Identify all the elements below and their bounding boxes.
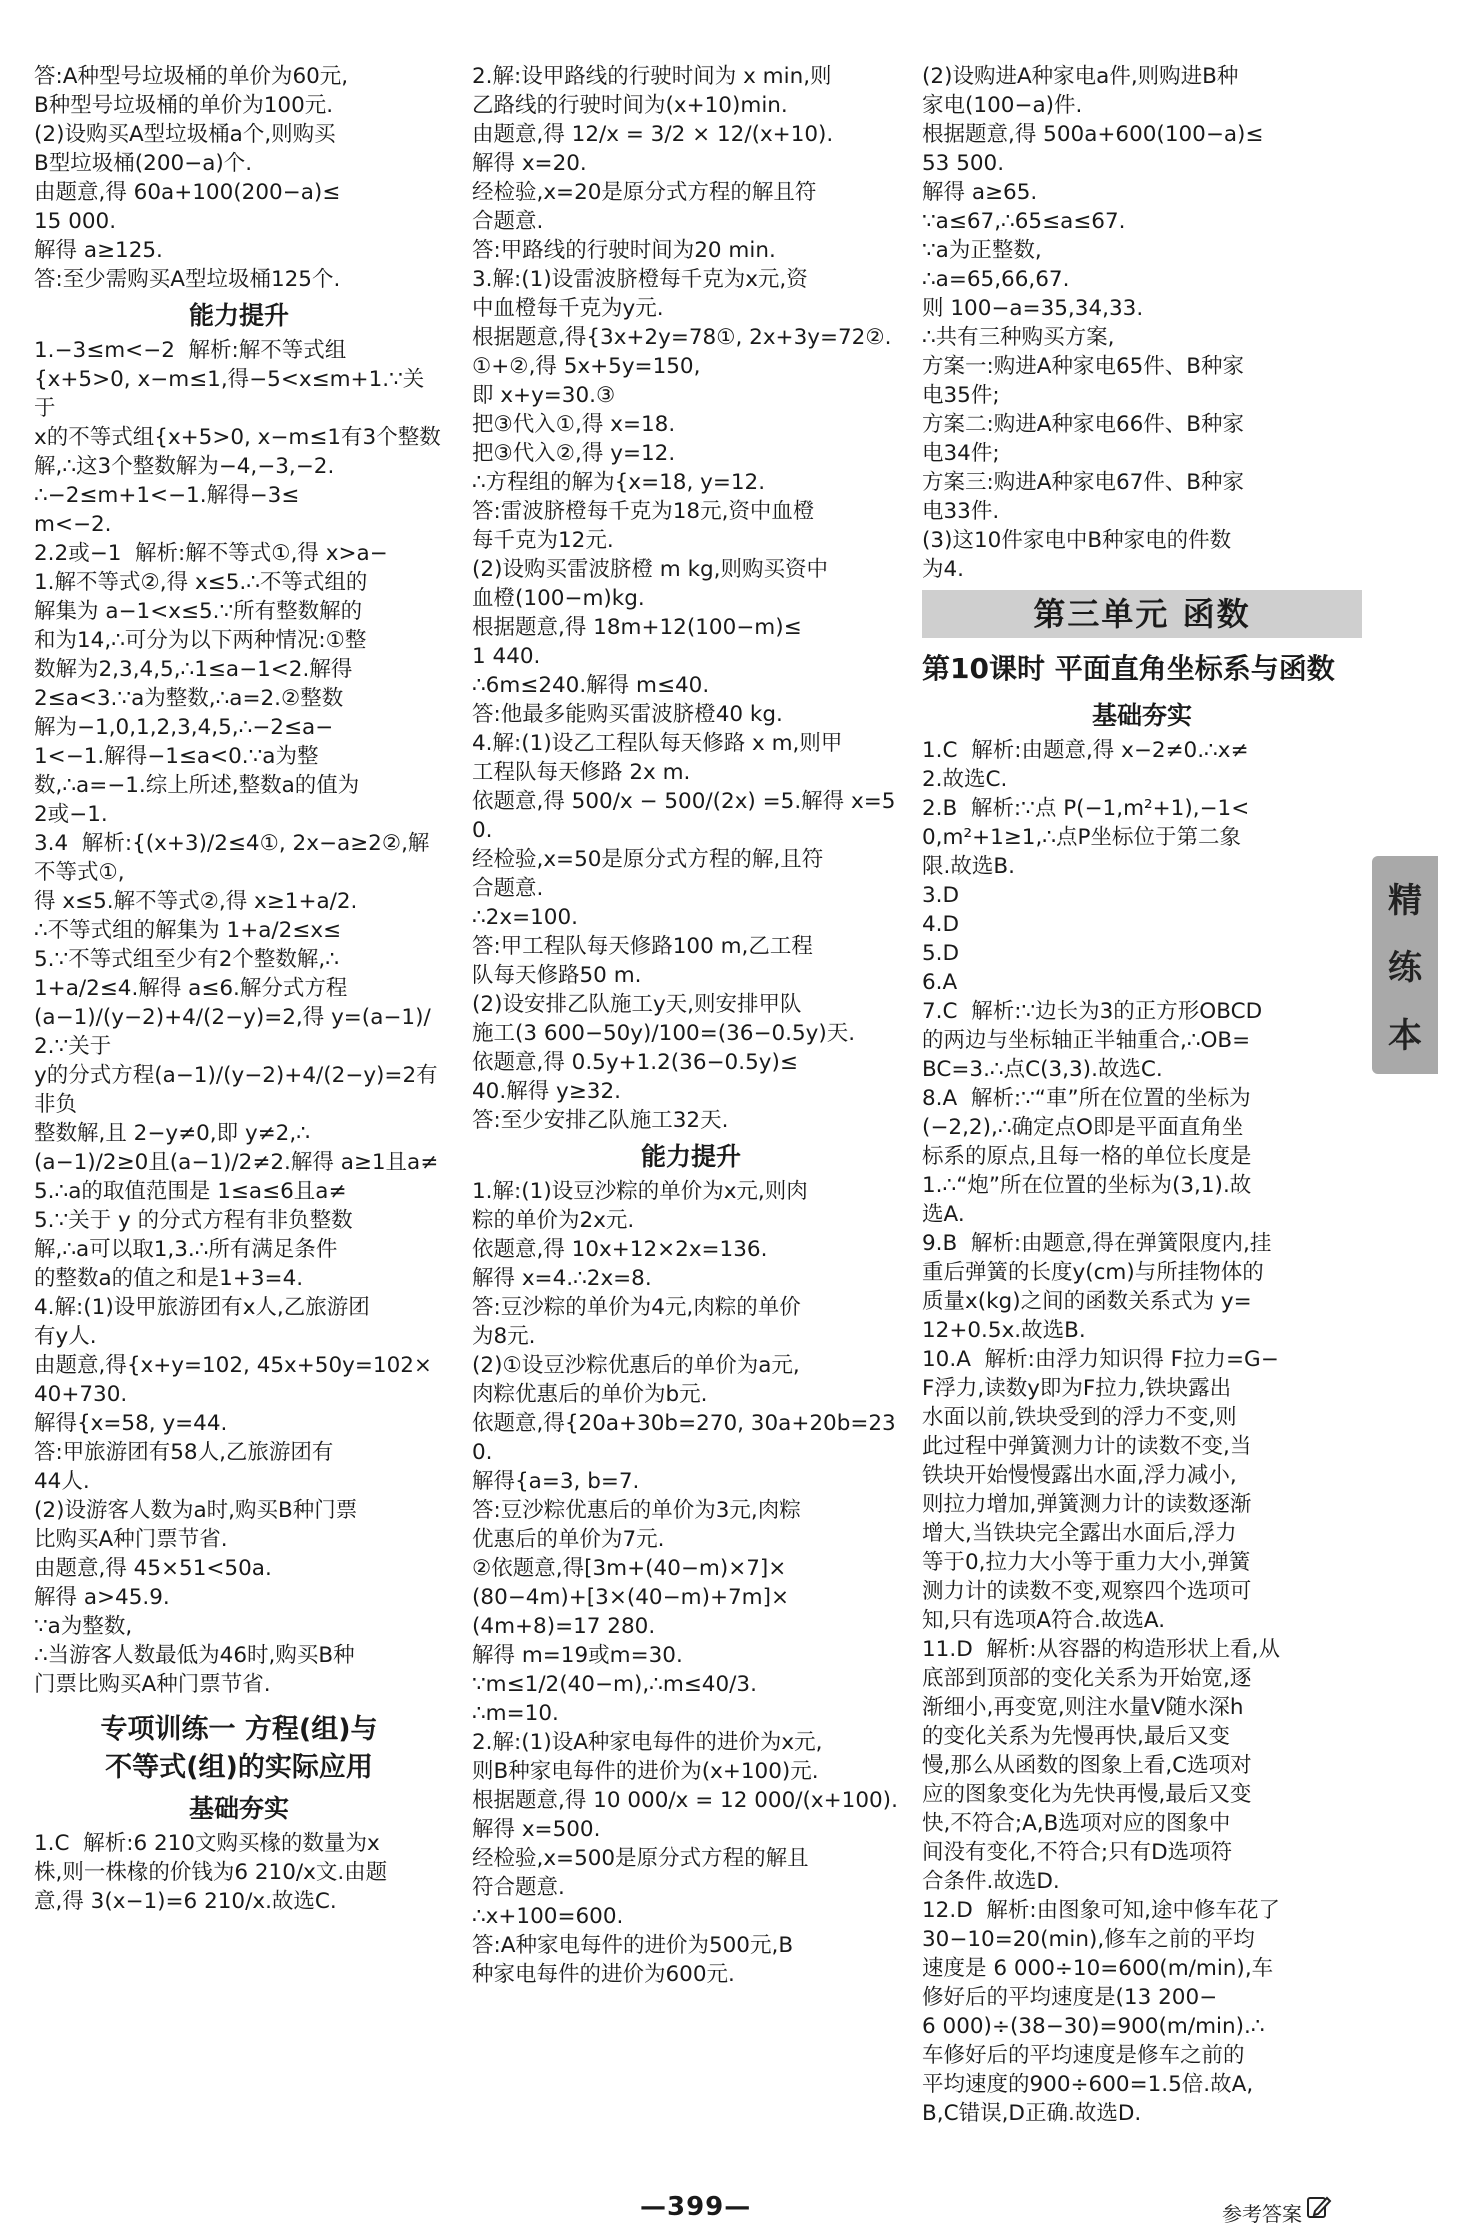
- special-training-title-line1: 专项训练一 方程(组)与: [100, 1714, 378, 1745]
- text-line: 1.解不等式②,得 x≤5.∴不等式组的: [34, 570, 368, 595]
- text-line: 4.解:(1)设乙工程队每天修路 x m,则甲: [472, 731, 843, 756]
- text-line: 重后弹簧的长度y(cm)与所挂物体的: [922, 1260, 1264, 1285]
- text-line: 经检验,x=20是原分式方程的解且符: [472, 180, 817, 205]
- text-line: 水面以前,铁块受到的浮力不变,则: [922, 1405, 1237, 1430]
- text-line: 答:豆沙粽优惠后的单价为3元,肉粽: [472, 1498, 801, 1523]
- text-line: ∴2x=100.: [472, 905, 578, 930]
- text-line: 血橙(100−m)kg.: [472, 586, 645, 611]
- text-line: 2.B 解析:∵点 P(−1,m²+1),−1<: [922, 796, 1250, 821]
- text-line: 根据题意,得 18m+12(100−m)≤: [472, 615, 802, 640]
- text-line: 6.A: [922, 970, 958, 995]
- text-line: 44人.: [34, 1469, 90, 1494]
- text-line: ∴共有三种购买方案,: [922, 325, 1115, 350]
- text-line: 答:A种型号垃圾桶的单价为60元,: [34, 64, 349, 89]
- text-line: ∵a为整数,: [34, 1614, 133, 1639]
- text-line: 经检验,x=500是原分式方程的解且: [472, 1846, 809, 1871]
- text-line: 的两边与坐标轴正半轴重合,∴OB=: [922, 1028, 1251, 1053]
- text-line: 施工(3 600−50y)/100=(36−0.5y)天.: [472, 1021, 856, 1046]
- text-line: ∴当游客人数最低为46时,购买B种: [34, 1643, 355, 1668]
- text-line: 解集为 a−1<x≤5.∵所有整数解的: [34, 599, 363, 624]
- text-line: 3.4 解析:{(x+3)/2≤4①, 2x−a≥2②,解不等式①,: [34, 831, 430, 885]
- text-line: B型垃圾桶(200−a)个.: [34, 151, 253, 176]
- text-line: (−2,2),∴确定点O即是平面直角坐: [922, 1115, 1244, 1140]
- text-line: 车修好后的平均速度是修车之前的: [922, 2043, 1245, 2068]
- text-line: 解得 a≥65.: [922, 180, 1038, 205]
- text-line: 每千克为12元.: [472, 528, 614, 553]
- side-tab: [1372, 856, 1438, 1074]
- side-tab-char: 练: [1388, 948, 1422, 989]
- text-line: ∴m=10.: [472, 1701, 559, 1726]
- text-line: 根据题意,得{3x+2y=78①, 2x+3y=72②.: [472, 325, 892, 350]
- text-line: 10.A 解析:由浮力知识得 F拉力=G−: [922, 1347, 1279, 1372]
- text-line: 2≤a<3.∵a为整数,∴a=2.②整数: [34, 686, 344, 711]
- text-line: (2)①设豆沙粽优惠后的单价为a元,: [472, 1353, 800, 1378]
- text-line: 选A.: [922, 1202, 965, 1227]
- text-line: 为8元.: [472, 1324, 536, 1349]
- text-line: 粽的单价为2x元.: [472, 1208, 635, 1233]
- text-line: 依题意,得 0.5y+1.2(36−0.5y)≤: [472, 1050, 798, 1075]
- text-line: 11.D 解析:从容器的构造形状上看,从: [922, 1637, 1280, 1662]
- text-line: 依题意,得 500/x − 500/(2x) =5.解得 x=50.: [472, 789, 896, 843]
- text-line: 速度是 6 000÷10=600(m/min),车: [922, 1956, 1274, 1981]
- answer-column-left: [34, 62, 444, 1916]
- unit-banner: 第三单元 函数: [922, 590, 1362, 638]
- text-line: 限.故选B.: [922, 854, 1015, 879]
- text-line: 则拉力增加,弹簧测力计的读数逐渐: [922, 1492, 1252, 1517]
- section-heading: 能力提升: [188, 301, 289, 330]
- text-line: 答:至少安排乙队施工32天.: [472, 1108, 729, 1133]
- section-heading: 基础夯实: [1091, 701, 1192, 730]
- text-line: B种型号垃圾桶的单价为100元.: [34, 93, 334, 118]
- text-line: 慢,那么从函数的图象上看,C选项对: [922, 1753, 1252, 1778]
- text-line: 2或−1.: [34, 802, 108, 827]
- text-line: 合题意.: [472, 876, 544, 901]
- text-line: 中血橙每千克为y元.: [472, 296, 664, 321]
- text-line: 合题意.: [472, 209, 544, 234]
- text-line: 把③代入②,得 y=12.: [472, 441, 676, 466]
- text-line: 答:他最多能购买雷波脐橙40 kg.: [472, 702, 783, 727]
- side-tab-char: 本: [1388, 1015, 1422, 1056]
- text-line: 1 440.: [472, 644, 541, 669]
- text-line: 解得 x=500.: [472, 1817, 601, 1842]
- text-line: ∴不等式组的解集为 1+a/2≤x≤: [34, 918, 342, 943]
- answer-column-right: [922, 62, 1362, 2128]
- text-line: ∴方程组的解为{x=18, y=12.: [472, 470, 766, 495]
- text-line: 1.C 解析:由题意,得 x−2≠0.∴x≠: [922, 738, 1249, 763]
- text-line: 意,得 3(x−1)=6 210/x.故选C.: [34, 1889, 337, 1914]
- text-line: 答:雷波脐橙每千克为18元,资中血橙: [472, 499, 815, 524]
- special-training-title-line2: 不等式(组)的实际应用: [105, 1752, 373, 1783]
- text-line: 答:A种家电每件的进价为500元,B: [472, 1933, 794, 1958]
- text-line: x的不等式组{x+5>0, x−m≤1有3个整数: [34, 425, 441, 450]
- text-line: 家电(100−a)件.: [922, 93, 1083, 118]
- text-line: 0,m²+1≥1,∴点P坐标位于第二象: [922, 825, 1241, 850]
- text-line: 解得 x=20.: [472, 151, 587, 176]
- text-line: 铁块开始慢慢露出水面,浮力减小,: [922, 1463, 1237, 1488]
- text-line: 把③代入①,得 x=18.: [472, 412, 676, 437]
- text-line: ①+②,得 5x+5y=150,: [472, 354, 701, 379]
- text-line: 整数解,且 2−y≠0,即 y≠2,∴: [34, 1121, 310, 1146]
- text-line: (2)设安排乙队施工y天,则安排甲队: [472, 992, 802, 1017]
- text-line: 此过程中弹簧测力计的读数不变,当: [922, 1434, 1252, 1459]
- text-line: 种家电每件的进价为600元.: [472, 1962, 735, 1987]
- text-line: ∴a=65,66,67.: [922, 267, 1070, 292]
- text-line: 和为14,∴可分为以下两种情况:①整: [34, 628, 367, 653]
- text-line: 符合题意.: [472, 1875, 565, 1900]
- text-line: 门票比购买A种门票节省.: [34, 1672, 271, 1697]
- text-line: (2)设购买雷波脐橙 m kg,则购买资中: [472, 557, 829, 582]
- text-line: ∵a为正整数,: [922, 238, 1042, 263]
- text-line: 3.D: [922, 883, 960, 908]
- text-line: (a−1)/2≥0且(a−1)/2≠2.解得 a≥1且a≠: [34, 1150, 439, 1175]
- text-line: 1<−1.解得−1≤a<0.∵a为整: [34, 744, 319, 769]
- text-line: 12.D 解析:由图象可知,途中修车花了: [922, 1898, 1280, 1923]
- text-line: 答:豆沙粽的单价为4元,肉粽的单价: [472, 1295, 801, 1320]
- text-line: ∴6m≤240.解得 m≤40.: [472, 673, 710, 698]
- footer-label: 参考答案: [1222, 2202, 1302, 2226]
- text-line: 答:至少需购买A型垃圾桶125个.: [34, 267, 341, 292]
- text-line: 解得{x=58, y=44.: [34, 1411, 228, 1436]
- text-line: 修好后的平均速度是(13 200−: [922, 1985, 1218, 2010]
- text-line: 15 000.: [34, 209, 117, 234]
- text-line: 2.解:设甲路线的行驶时间为 x min,则: [472, 64, 832, 89]
- text-line: 根据题意,得 10 000/x = 12 000/(x+100).: [472, 1788, 898, 1813]
- text-line: 由题意,得 45×51<50a.: [34, 1556, 272, 1581]
- text-line: 方案三:购进A种家电67件、B种家: [922, 470, 1245, 495]
- text-line: 测力计的读数不变,观察四个选项可: [922, 1579, 1252, 1604]
- text-line: 平均速度的900÷600=1.5倍.故A,: [922, 2072, 1254, 2097]
- text-line: (2)设游客人数为a时,购买B种门票: [34, 1498, 358, 1523]
- answer-column-middle: [472, 62, 910, 1989]
- text-line: 解得 a>45.9.: [34, 1585, 170, 1610]
- text-line: 9.B 解析:由题意,得在弹簧限度内,挂: [922, 1231, 1272, 1256]
- text-line: 3.解:(1)设雷波脐橙每千克为x元,资: [472, 267, 808, 292]
- text-line: 1.−3≤m<−2 解析:解不等式组: [34, 338, 347, 363]
- text-line: 1+a/2≤4.解得 a≤6.解分式方程: [34, 976, 348, 1001]
- text-line: ∴−2≤m+1<−1.解得−3≤: [34, 483, 300, 508]
- text-line: 12+0.5x.故选B.: [922, 1318, 1086, 1343]
- pen-edit-icon: [1306, 2194, 1332, 2220]
- text-line: (4m+8)=17 280.: [472, 1614, 656, 1639]
- text-line: 株,则一株椽的价钱为6 210/x文.由题: [34, 1860, 388, 1885]
- text-line: 得 x≤5.解不等式②,得 x≥1+a/2.: [34, 889, 358, 914]
- page-number: —399—: [640, 2192, 752, 2222]
- text-line: 优惠后的单价为7元.: [472, 1527, 665, 1552]
- text-line: B,C错误,D正确.故选D.: [922, 2101, 1142, 2126]
- text-line: 1.∴“炮”所在位置的坐标为(3,1).故: [922, 1173, 1252, 1198]
- text-line: (2)设购进A种家电a件,则购进B种: [922, 64, 1239, 89]
- text-line: 标系的原点,且每一格的单位长度是: [922, 1144, 1252, 1169]
- text-line: 队每天修路50 m.: [472, 963, 642, 988]
- text-line: 乙路线的行驶时间为(x+10)min.: [472, 93, 788, 118]
- text-line: 5.∵不等式组至少有2个整数解,∴: [34, 947, 339, 972]
- section-heading: 能力提升: [640, 1142, 741, 1171]
- text-line: 2.故选C.: [922, 767, 1008, 792]
- text-line: 应的图象变化为先快再慢,最后又变: [922, 1782, 1252, 1807]
- text-line: 渐细小,再变宽,则注水量V随水深h: [922, 1695, 1244, 1720]
- text-line: 2.2或−1 解析:解不等式①,得 x>a−: [34, 541, 388, 566]
- text-line: 的整数a的值之和是1+3=4.: [34, 1266, 304, 1291]
- text-line: 解为−1,0,1,2,3,4,5,∴−2≤a−: [34, 715, 334, 740]
- lesson-title: 第10课时 平面直角坐标系与函数: [922, 652, 1335, 685]
- text-line: 底部到顶部的变化关系为开始宽,逐: [922, 1666, 1252, 1691]
- text-line: 数解为2,3,4,5,∴1≤a−1<2.解得: [34, 657, 353, 682]
- text-line: 1.解:(1)设豆沙粽的单价为x元,则肉: [472, 1179, 808, 1204]
- text-line: 电35件;: [922, 383, 1000, 408]
- text-line: 快,不符合;A,B选项对应的图象中: [922, 1811, 1231, 1836]
- text-line: 5.∵关于 y 的分式方程有非负整数: [34, 1208, 353, 1233]
- text-line: 解得 a≥125.: [34, 238, 163, 263]
- text-line: 8.A 解析:∵“車”所在位置的坐标为: [922, 1086, 1251, 1111]
- text-line: 即 x+y=30.③: [472, 383, 616, 408]
- text-line: 合条件.故选D.: [922, 1869, 1060, 1894]
- text-line: 工程队每天修路 2x m.: [472, 760, 691, 785]
- text-line: ②依题意,得[3m+(40−m)×7]×: [472, 1556, 787, 1581]
- text-line: 比购买A种门票节省.: [34, 1527, 228, 1552]
- text-line: 答:甲路线的行驶时间为20 min.: [472, 238, 776, 263]
- section-heading: 基础夯实: [188, 1794, 289, 1823]
- text-line: 由题意,得 12/x = 3/2 × 12/(x+10).: [472, 122, 834, 147]
- text-line: 等于0,拉力大小等于重力大小,弹簧: [922, 1550, 1251, 1575]
- text-line: 4.解:(1)设甲旅游团有x人,乙旅游团: [34, 1295, 370, 1320]
- text-line: m<−2.: [34, 512, 112, 537]
- side-tab-char: 精: [1388, 881, 1422, 922]
- text-line: 解,∴a可以取1,3.∴所有满足条件: [34, 1237, 338, 1262]
- text-line: 数,∴a=−1.综上所述,整数a的值为: [34, 773, 360, 798]
- text-line: 根据题意,得 500a+600(100−a)≤: [922, 122, 1264, 147]
- text-line: 电34件;: [922, 441, 1000, 466]
- text-line: 依题意,得{20a+30b=270, 30a+20b=230.: [472, 1411, 896, 1465]
- text-line: 电33件.: [922, 499, 1000, 524]
- text-line: 1.C 解析:6 210文购买椽的数量为x: [34, 1831, 380, 1856]
- text-line: 30−10=20(min),修车之前的平均: [922, 1927, 1255, 1952]
- text-line: 间没有变化,不符合;只有D选项符: [922, 1840, 1233, 1865]
- text-line: 4.D: [922, 912, 960, 937]
- text-line: y的分式方程(a−1)/(y−2)+4/(2−y)=2有非负: [34, 1063, 438, 1117]
- text-line: 有y人.: [34, 1324, 97, 1349]
- text-line: 质量x(kg)之间的函数关系式为 y=: [922, 1289, 1252, 1314]
- text-line: ∵a≤67,∴65≤a≤67.: [922, 209, 1126, 234]
- text-line: 答:甲旅游团有58人,乙旅游团有: [34, 1440, 334, 1465]
- text-line: 由题意,得{x+y=102, 45x+50y=102×40+730.: [34, 1353, 432, 1407]
- text-line: 解得 x=4.∴2x=8.: [472, 1266, 652, 1291]
- text-line: 53 500.: [922, 151, 1005, 176]
- text-line: 解得{a=3, b=7.: [472, 1469, 640, 1494]
- text-line: 答:甲工程队每天修路100 m,乙工程: [472, 934, 813, 959]
- text-line: 肉粽优惠后的单价为b元.: [472, 1382, 708, 1407]
- text-line: 由题意,得 60a+100(200−a)≤: [34, 180, 341, 205]
- text-line: 7.C 解析:∵边长为3的正方形OBCD: [922, 999, 1263, 1024]
- text-line: ∵m≤1/2(40−m),∴m≤40/3.: [472, 1672, 757, 1697]
- text-line: 增大,当铁块完全露出水面后,浮力: [922, 1521, 1237, 1546]
- text-line: 解得 m=19或m=30.: [472, 1643, 683, 1668]
- text-line: 则B种家电每件的进价为(x+100)元.: [472, 1759, 819, 1784]
- text-line: 为4.: [922, 557, 965, 582]
- text-line: 40.解得 y≥32.: [472, 1079, 621, 1104]
- text-line: F浮力,读数y即为F拉力,铁块露出: [922, 1376, 1232, 1401]
- text-line: 6 000)÷(38−30)=900(m/min).∴: [922, 2014, 1265, 2039]
- text-line: 知,只有选项A符合.故选A.: [922, 1608, 1166, 1633]
- text-line: (a−1)/(y−2)+4/(2−y)=2,得 y=(a−1)/2.∵关于: [34, 1005, 431, 1059]
- text-line: 方案一:购进A种家电65件、B种家: [922, 354, 1245, 379]
- text-line: 5.∴a的取值范围是 1≤a≤6且a≠: [34, 1179, 347, 1204]
- text-line: 的变化关系为先慢再快,最后又变: [922, 1724, 1230, 1749]
- text-line: 2.解:(1)设A种家电每件的进价为x元,: [472, 1730, 823, 1755]
- text-line: ∴x+100=600.: [472, 1904, 624, 1929]
- text-line: 经检验,x=50是原分式方程的解,且符: [472, 847, 824, 872]
- text-line: 方案二:购进A种家电66件、B种家: [922, 412, 1245, 437]
- special-training-title: [34, 1711, 444, 1787]
- text-line: 解,∴这3个整数解为−4,−3,−2.: [34, 454, 335, 479]
- text-line: BC=3.∴点C(3,3).故选C.: [922, 1057, 1163, 1082]
- text-line: 依题意,得 10x+12×2x=136.: [472, 1237, 768, 1262]
- text-line: 则 100−a=35,34,33.: [922, 296, 1144, 321]
- text-line: (2)设购买A型垃圾桶a个,则购买: [34, 122, 336, 147]
- text-line: (80−4m)+[3×(40−m)+7m]×: [472, 1585, 789, 1610]
- text-line: 5.D: [922, 941, 960, 966]
- text-line: {x+5>0, x−m≤1,得−5<x≤m+1.∵关于: [34, 367, 425, 421]
- text-line: (3)这10件家电中B种家电的件数: [922, 528, 1232, 553]
